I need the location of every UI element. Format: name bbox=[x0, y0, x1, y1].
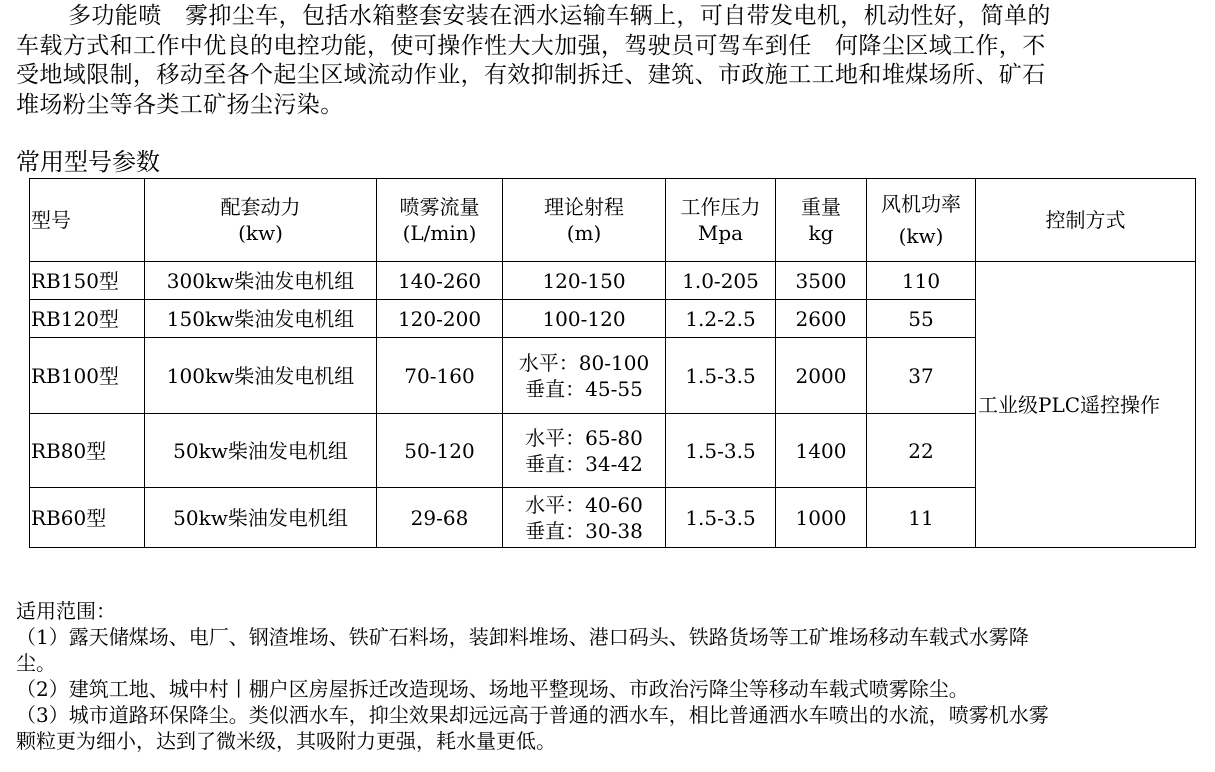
scope-line: 颗粒更为细小，达到了微米级，其吸附力更强，耗水量更低。 bbox=[16, 729, 556, 753]
cell-model: RB100型 bbox=[30, 338, 145, 414]
cell-model: RB150型 bbox=[30, 262, 145, 300]
cell-weight: 1400 bbox=[776, 414, 867, 488]
cell-model: RB120型 bbox=[30, 300, 145, 338]
cell-power: 50kw柴油发电机组 bbox=[145, 414, 377, 488]
intro-line: 堆场粉尘等各类工矿扬尘污染。 bbox=[16, 91, 344, 118]
header-flow: 喷雾流量 (L/min) bbox=[377, 179, 503, 262]
header-range: 理论射程 (m) bbox=[503, 179, 666, 262]
scope-line: 尘。 bbox=[16, 651, 56, 675]
cell-weight: 1000 bbox=[776, 488, 867, 548]
cell-pressure: 1.5-3.5 bbox=[666, 414, 776, 488]
scope-section bbox=[16, 598, 1206, 754]
cell-fan: 22 bbox=[867, 414, 976, 488]
header-fan: 风机功率 (kw) bbox=[867, 179, 976, 262]
header-weight: 重量 kg bbox=[776, 179, 867, 262]
header-control: 控制方式 bbox=[976, 179, 1196, 262]
table-header-row bbox=[30, 179, 1196, 262]
cell-weight: 3500 bbox=[776, 262, 867, 300]
cell-flow: 29-68 bbox=[377, 488, 503, 548]
cell-weight: 2600 bbox=[776, 300, 867, 338]
header-pressure: 工作压力 Mpa bbox=[666, 179, 776, 262]
cell-range: 水平：80-100 垂直：45-55 bbox=[503, 338, 666, 414]
cell-range: 120-150 bbox=[503, 262, 666, 300]
scope-title: 适用范围： bbox=[16, 599, 116, 623]
header-power: 配套动力 (kw) bbox=[145, 179, 377, 262]
cell-pressure: 1.2-2.5 bbox=[666, 300, 776, 338]
intro-line: 多功能喷 雾抑尘车，包括水箱整套安装在洒水运输车辆上，可自带发电机，机动性好，简单的 bbox=[68, 3, 1051, 29]
cell-flow: 70-160 bbox=[377, 338, 503, 414]
cell-model: RB60型 bbox=[30, 488, 145, 548]
cell-pressure: 1.0-205 bbox=[666, 262, 776, 300]
cell-power: 300kw柴油发电机组 bbox=[145, 262, 377, 300]
cell-fan: 55 bbox=[867, 300, 976, 338]
cell-flow: 140-260 bbox=[377, 262, 503, 300]
scope-line: （2）建筑工地、城中村丨棚户区房屋拆迁改造现场、场地平整现场、市政治污降尘等移动车载式喷雾除尘。 bbox=[16, 677, 969, 701]
cell-flow: 50-120 bbox=[377, 414, 503, 488]
cell-power: 50kw柴油发电机组 bbox=[145, 488, 377, 548]
cell-model: RB80型 bbox=[30, 414, 145, 488]
cell-power: 150kw柴油发电机组 bbox=[145, 300, 377, 338]
cell-fan: 37 bbox=[867, 338, 976, 414]
cell-power: 100kw柴油发电机组 bbox=[145, 338, 377, 414]
spec-table bbox=[29, 178, 1196, 548]
scope-line: （3）城市道路环保降尘。类似洒水车，抑尘效果却远远高于普通的洒水车，相比普通洒水车喷出的水流，喷雾机水雾 bbox=[16, 703, 1049, 727]
cell-range: 100-120 bbox=[503, 300, 666, 338]
header-model: 型号 bbox=[30, 179, 145, 262]
cell-pressure: 1.5-3.5 bbox=[666, 338, 776, 414]
cell-fan: 11 bbox=[867, 488, 976, 548]
cell-weight: 2000 bbox=[776, 338, 867, 414]
cell-range: 水平：40-60 垂直：30-38 bbox=[503, 488, 666, 548]
table-row bbox=[30, 262, 1196, 300]
intro-line: 车载方式和工作中优良的电控功能，使可操作性大大加强，驾驶员可驾车到任 何降尘区域工作，不 bbox=[16, 32, 1046, 59]
intro-paragraph bbox=[16, 2, 1206, 120]
cell-range: 水平：65-80 垂直：34-42 bbox=[503, 414, 666, 488]
cell-pressure: 1.5-3.5 bbox=[666, 488, 776, 548]
cell-control: 工业级PLC遥控操作 bbox=[976, 262, 1196, 548]
intro-line: 受地域限制，移动至各个起尘区域流动作业，有效抑制拆迁、建筑、市政施工工地和堆煤场所、矿石 bbox=[16, 62, 1046, 88]
cell-flow: 120-200 bbox=[377, 300, 503, 338]
scope-line: （1）露天储煤场、电厂、钢渣堆场、铁矿石料场，装卸料堆场、港口码头、铁路货场等工矿堆场移动车载式水雾降 bbox=[16, 625, 1029, 649]
cell-fan: 110 bbox=[867, 262, 976, 300]
section-title: 常用型号参数 bbox=[16, 148, 160, 176]
